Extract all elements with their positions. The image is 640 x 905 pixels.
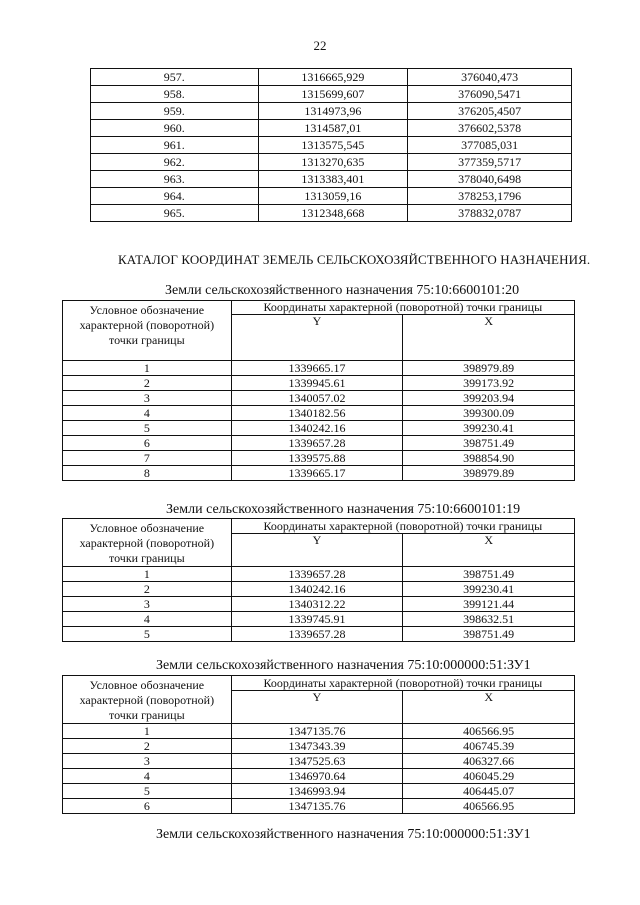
cell-y: 1346970.64 [231, 769, 403, 784]
catalog-title: КАТАЛОГ КООРДИНАТ ЗЕМЕЛЬ СЕЛЬСКОХОЗЯЙСТВЕННОГО НАЗНАЧЕНИЯ. [118, 252, 591, 267]
cell-x: 376602,5378 [408, 120, 572, 137]
table-row [63, 421, 575, 436]
table-row [91, 137, 572, 154]
cell-x: 399230.41 [403, 421, 575, 436]
table-row [63, 754, 575, 769]
cell-y: 1339745.91 [231, 612, 403, 627]
table-row [91, 205, 572, 222]
cell-n: 963. [91, 171, 259, 188]
cell-y: 1339657.28 [231, 567, 403, 582]
cell-y: 1315699,607 [258, 86, 408, 103]
cell-n: 962. [91, 154, 259, 171]
cell-x: 399173.92 [403, 376, 575, 391]
cell-y: 1313059,16 [258, 188, 408, 205]
cell-n: 2 [63, 582, 232, 597]
cell-n: 964. [91, 188, 259, 205]
cell-n: 6 [63, 799, 232, 814]
cell-x: 377359,5717 [408, 154, 572, 171]
cell-x: 376090,5471 [408, 86, 572, 103]
cell-x: 376205,4507 [408, 103, 572, 120]
cell-y: 1314973,96 [258, 103, 408, 120]
cell-y: 1347135.76 [231, 799, 403, 814]
x-header: X [403, 691, 575, 724]
cell-x: 406566.95 [403, 799, 575, 814]
cell-x: 398632.51 [403, 612, 575, 627]
cell-x: 406327.66 [403, 754, 575, 769]
condition-header: Условное обозначение характерной (поворотной) точки границы [63, 301, 232, 361]
cell-x: 398751.49 [403, 567, 575, 582]
cell-x: 378832,0787 [408, 205, 572, 222]
cell-n: 957. [91, 69, 259, 86]
table-row [63, 567, 575, 582]
coordinates-table [62, 300, 575, 481]
cell-x: 399230.41 [403, 582, 575, 597]
table-row [63, 376, 575, 391]
table-row [91, 120, 572, 137]
cell-y: 1339665.17 [231, 466, 403, 481]
table-row [63, 406, 575, 421]
cell-y: 1339945.61 [231, 376, 403, 391]
cell-x: 399121.44 [403, 597, 575, 612]
cell-y: 1312348,668 [258, 205, 408, 222]
table-row [63, 739, 575, 754]
cell-y: 1340242.16 [231, 582, 403, 597]
cell-x: 406745.39 [403, 739, 575, 754]
cell-x: 398854.90 [403, 451, 575, 466]
condition-header: Условное обозначение характерной (поворотной) точки границы [63, 519, 232, 567]
table-row [63, 724, 575, 739]
table-row [63, 597, 575, 612]
cell-y: 1347343.39 [231, 739, 403, 754]
cell-n: 4 [63, 769, 232, 784]
section-title: Земли сельскохозяйственного назначения 75:10:000000:51:ЗУ1 [156, 827, 531, 842]
section-title: Земли сельскохозяйственного назначения 75:10:6600101:20 [165, 283, 520, 298]
table-row [63, 582, 575, 597]
cell-x: 406566.95 [403, 724, 575, 739]
table-row [91, 86, 572, 103]
cell-n: 960. [91, 120, 259, 137]
cell-n: 958. [91, 86, 259, 103]
cell-n: 7 [63, 451, 232, 466]
cell-n: 2 [63, 739, 232, 754]
cell-n: 3 [63, 391, 232, 406]
cell-x: 376040,473 [408, 69, 572, 86]
coords-header: Координаты характерной (поворотной) точки границы [231, 519, 574, 534]
table-row [63, 436, 575, 451]
y-header: Y [231, 534, 403, 567]
cell-y: 1346993.94 [231, 784, 403, 799]
x-header: X [403, 315, 575, 361]
cell-y: 1340312.22 [231, 597, 403, 612]
y-header: Y [231, 691, 403, 724]
coordinates-table [62, 675, 575, 814]
cell-y: 1316665,929 [258, 69, 408, 86]
cell-y: 1347135.76 [231, 724, 403, 739]
section-title: Земли сельскохозяйственного назначения 75:10:000000:51:ЗУ1 [156, 658, 531, 673]
cell-x: 406445.07 [403, 784, 575, 799]
cell-n: 5 [63, 421, 232, 436]
cell-n: 4 [63, 406, 232, 421]
cell-n: 5 [63, 784, 232, 799]
cell-y: 1340242.16 [231, 421, 403, 436]
table-row [63, 391, 575, 406]
cell-x: 399203.94 [403, 391, 575, 406]
table-row [63, 612, 575, 627]
coords-header: Координаты характерной (поворотной) точки границы [231, 676, 574, 691]
cell-x: 399300.09 [403, 406, 575, 421]
cell-n: 1 [63, 361, 232, 376]
cell-n: 3 [63, 597, 232, 612]
table-row [91, 171, 572, 188]
table-row [91, 188, 572, 205]
cell-n: 965. [91, 205, 259, 222]
top-coordinates-table [90, 68, 572, 222]
cell-x: 378253,1796 [408, 188, 572, 205]
cell-x: 377085,031 [408, 137, 572, 154]
cell-y: 1313575,545 [258, 137, 408, 154]
table-row [63, 799, 575, 814]
condition-header: Условное обозначение характерной (поворотной) точки границы [63, 676, 232, 724]
table-row [91, 154, 572, 171]
cell-n: 4 [63, 612, 232, 627]
section-title: Земли сельскохозяйственного назначения 75:10:6600101:19 [166, 502, 521, 517]
table-row [63, 466, 575, 481]
coordinates-table [62, 518, 575, 642]
coords-header: Координаты характерной (поворотной) точки границы [231, 301, 574, 315]
cell-x: 398979.89 [403, 466, 575, 481]
table-row [91, 103, 572, 120]
table-row [63, 769, 575, 784]
cell-y: 1339575.88 [231, 451, 403, 466]
cell-y: 1347525.63 [231, 754, 403, 769]
cell-n: 2 [63, 376, 232, 391]
cell-n: 1 [63, 724, 232, 739]
table-row [63, 361, 575, 376]
cell-n: 6 [63, 436, 232, 451]
cell-y: 1314587,01 [258, 120, 408, 137]
cell-n: 3 [63, 754, 232, 769]
table-row [63, 784, 575, 799]
table-row [63, 451, 575, 466]
x-header: X [403, 534, 575, 567]
cell-x: 398751.49 [403, 436, 575, 451]
cell-y: 1313383,401 [258, 171, 408, 188]
table-row [63, 627, 575, 642]
cell-y: 1339657.28 [231, 627, 403, 642]
cell-y: 1339665.17 [231, 361, 403, 376]
y-header: Y [231, 315, 403, 361]
cell-n: 5 [63, 627, 232, 642]
cell-y: 1340057.02 [231, 391, 403, 406]
page-number: 22 [313, 38, 327, 53]
cell-x: 398751.49 [403, 627, 575, 642]
cell-x: 406045.29 [403, 769, 575, 784]
cell-x: 398979.89 [403, 361, 575, 376]
cell-n: 959. [91, 103, 259, 120]
cell-y: 1313270,635 [258, 154, 408, 171]
cell-n: 1 [63, 567, 232, 582]
cell-n: 8 [63, 466, 232, 481]
cell-y: 1339657.28 [231, 436, 403, 451]
table-row [91, 69, 572, 86]
cell-n: 961. [91, 137, 259, 154]
cell-x: 378040,6498 [408, 171, 572, 188]
cell-y: 1340182.56 [231, 406, 403, 421]
